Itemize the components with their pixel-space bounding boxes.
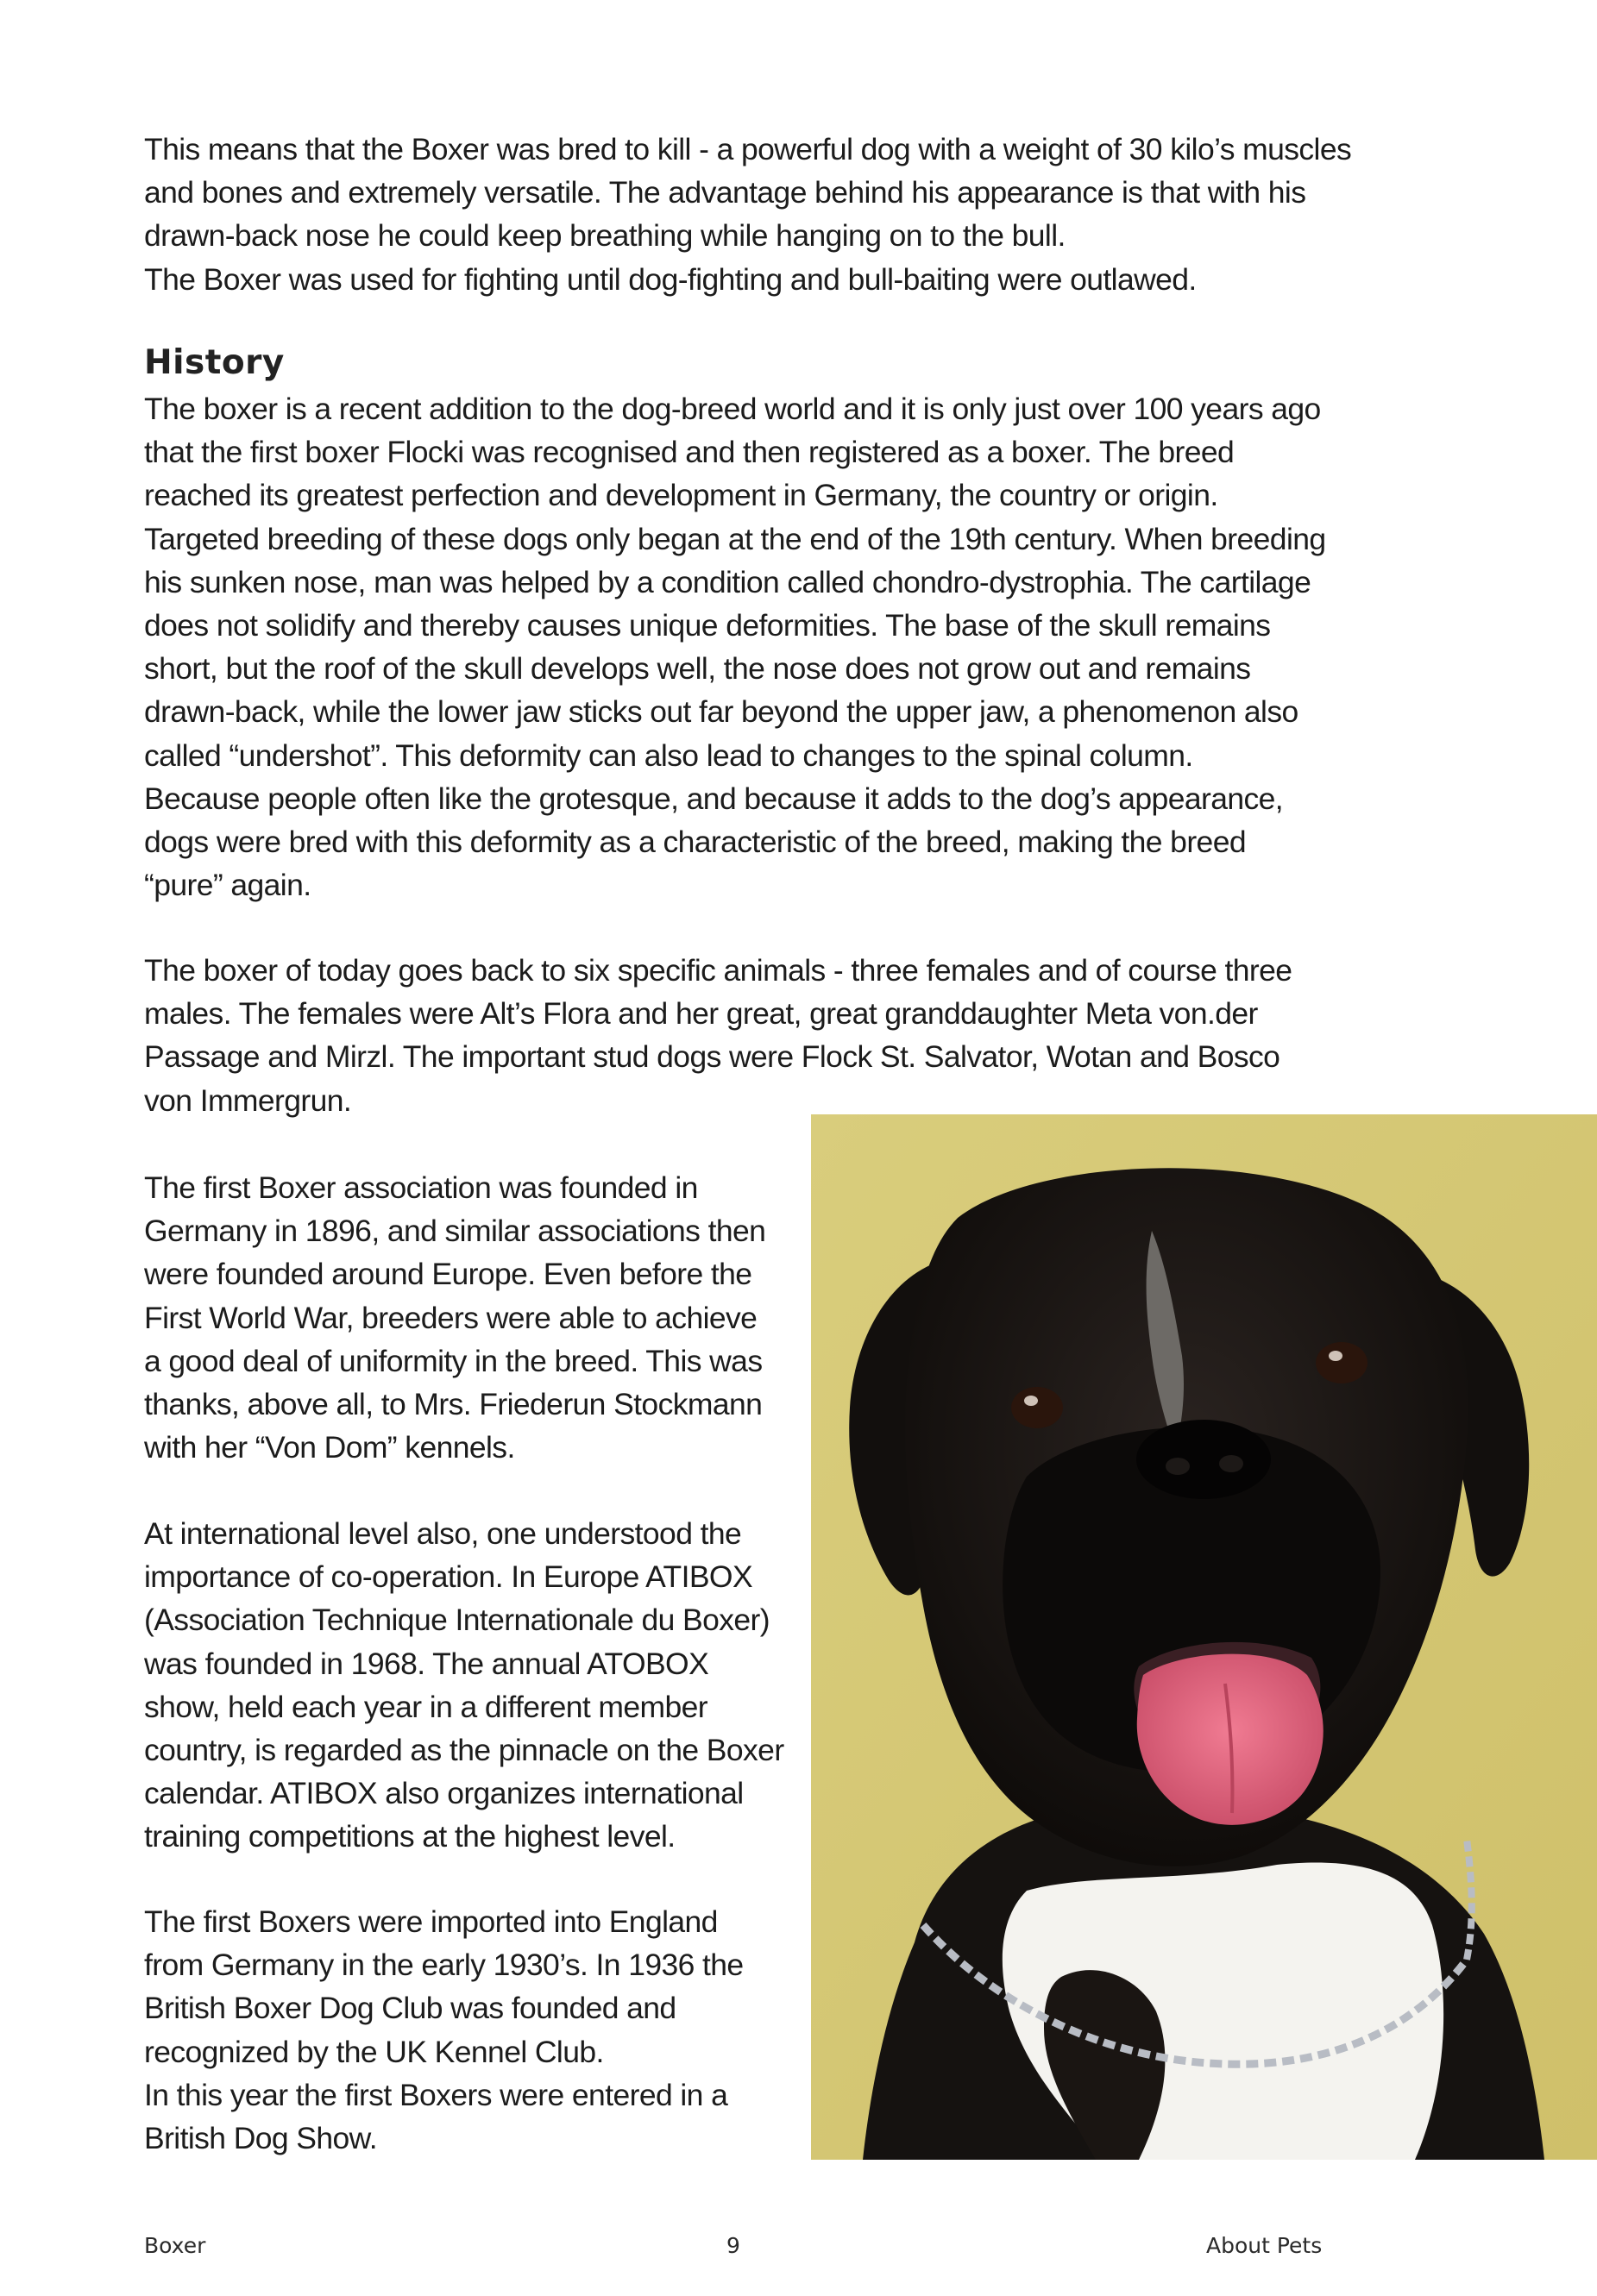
dog-eye-left: [1011, 1387, 1063, 1428]
association-line: were founded around Europe. Even before the: [144, 1257, 752, 1292]
intro-line: The Boxer was used for fighting until dog-fighting and bull-baiting were outlawed.: [144, 261, 1197, 297]
today-line: The boxer of today goes back to six specific animals - three females and of course three: [144, 953, 1292, 988]
history-line: Because people often like the grotesque, and because it adds to the dog’s appearance,: [144, 781, 1284, 816]
association-line: The first Boxer association was founded in: [144, 1170, 698, 1205]
dog-nostril-left: [1166, 1458, 1190, 1475]
international-line: show, held each year in a different member: [144, 1689, 707, 1724]
today-paragraph: [144, 949, 1352, 1122]
international-line: training competitions at the highest level.: [144, 1819, 676, 1854]
international-line: country, is regarded as the pinnacle on the Boxer: [144, 1733, 784, 1768]
england-line: In this year the first Boxers were entered in a: [144, 2077, 728, 2112]
history-line: does not solidify and thereby causes unique deformities. The base of the skull remains: [144, 608, 1271, 643]
history-line: called “undershot”. This deformity can also lead to changes to the spinal column.: [144, 737, 1193, 773]
intro-line: and bones and extremely versatile. The advantage behind his appearance is that with his: [144, 175, 1306, 210]
dog-eye-left-shine: [1024, 1396, 1038, 1406]
association-paragraph: [144, 1166, 800, 1469]
international-line: calendar. ATIBOX also organizes international: [144, 1776, 744, 1811]
international-line: (Association Technique Internationale du Boxer): [144, 1603, 770, 1638]
history-line: short, but the roof of the skull develops well, the nose does not grow out and remains: [144, 651, 1251, 687]
england-line: from Germany in the early 1930’s. In 1936 the: [144, 1948, 744, 1983]
association-line: Germany in 1896, and similar associations then: [144, 1214, 766, 1249]
association-line: with her “Von Dom” kennels.: [144, 1430, 515, 1465]
today-line: von Immergrun.: [144, 1082, 352, 1118]
dog-eye-right-shine: [1329, 1351, 1342, 1361]
boxer-dog-illustration: [811, 1114, 1597, 2160]
dog-eye-right: [1316, 1342, 1368, 1383]
international-paragraph: [144, 1512, 800, 1859]
association-line: thanks, above all, to Mrs. Friederun Stockmann: [144, 1387, 763, 1422]
international-line: At international level also, one understood the: [144, 1516, 742, 1551]
history-paragraph: [144, 387, 1352, 906]
association-line: First World War, breeders were able to achieve: [144, 1300, 758, 1335]
dog-nose: [1136, 1420, 1271, 1499]
dog-nostril-right: [1219, 1455, 1243, 1472]
today-line: Passage and Mirzl. The important stud dogs were Flock St. Salvator, Wotan and Bosco: [144, 1039, 1280, 1075]
footer-publication: About Pets: [1206, 2233, 1323, 2258]
history-line: that the first boxer Flocki was recognised and then registered as a boxer. The breed: [144, 435, 1235, 470]
history-line: Targeted breeding of these dogs only began at the end of the 19th century. When breeding: [144, 521, 1326, 556]
history-heading: History: [144, 343, 285, 382]
footer-title: Boxer: [144, 2233, 206, 2258]
england-line: The first Boxers were imported into England: [144, 1904, 718, 1939]
england-paragraph: [144, 1900, 800, 2160]
today-line: males. The females were Alt’s Flora and her great, great granddaughter Meta von.der: [144, 996, 1258, 1032]
history-line: The boxer is a recent addition to the dog-breed world and it is only just over 100 years ago: [144, 392, 1321, 426]
intro-line: drawn-back nose he could keep breathing while hanging on to the bull.: [144, 218, 1066, 254]
association-line: a good deal of uniformity in the breed. This was: [144, 1343, 763, 1378]
history-line: “pure” again.: [144, 868, 311, 903]
england-line: British Boxer Dog Club was founded and: [144, 1991, 676, 2026]
intro-paragraph: [144, 128, 1352, 301]
england-line: recognized by the UK Kennel Club.: [144, 2034, 604, 2069]
history-line: his sunken nose, man was helped by a condition called chondro-dystrophia. The cartilage: [144, 564, 1311, 599]
history-line: drawn-back, while the lower jaw sticks out far beyond the upper jaw, a phenomenon also: [144, 694, 1298, 730]
england-line: British Dog Show.: [144, 2121, 377, 2156]
history-line: reached its greatest perfection and development in Germany, the country or origin.: [144, 478, 1218, 513]
international-line: was founded in 1968. The annual ATOBOX: [144, 1646, 709, 1681]
page-number: 9: [726, 2233, 740, 2258]
international-line: importance of co-operation. In Europe ATIBOX: [144, 1559, 753, 1595]
boxer-dog-photo: [811, 1114, 1597, 2160]
history-line: dogs were bred with this deformity as a characteristic of the breed, making the breed: [144, 825, 1246, 860]
intro-line: This means that the Boxer was bred to kill - a powerful dog with a weight of 30 kilo’s muscles: [144, 132, 1352, 166]
